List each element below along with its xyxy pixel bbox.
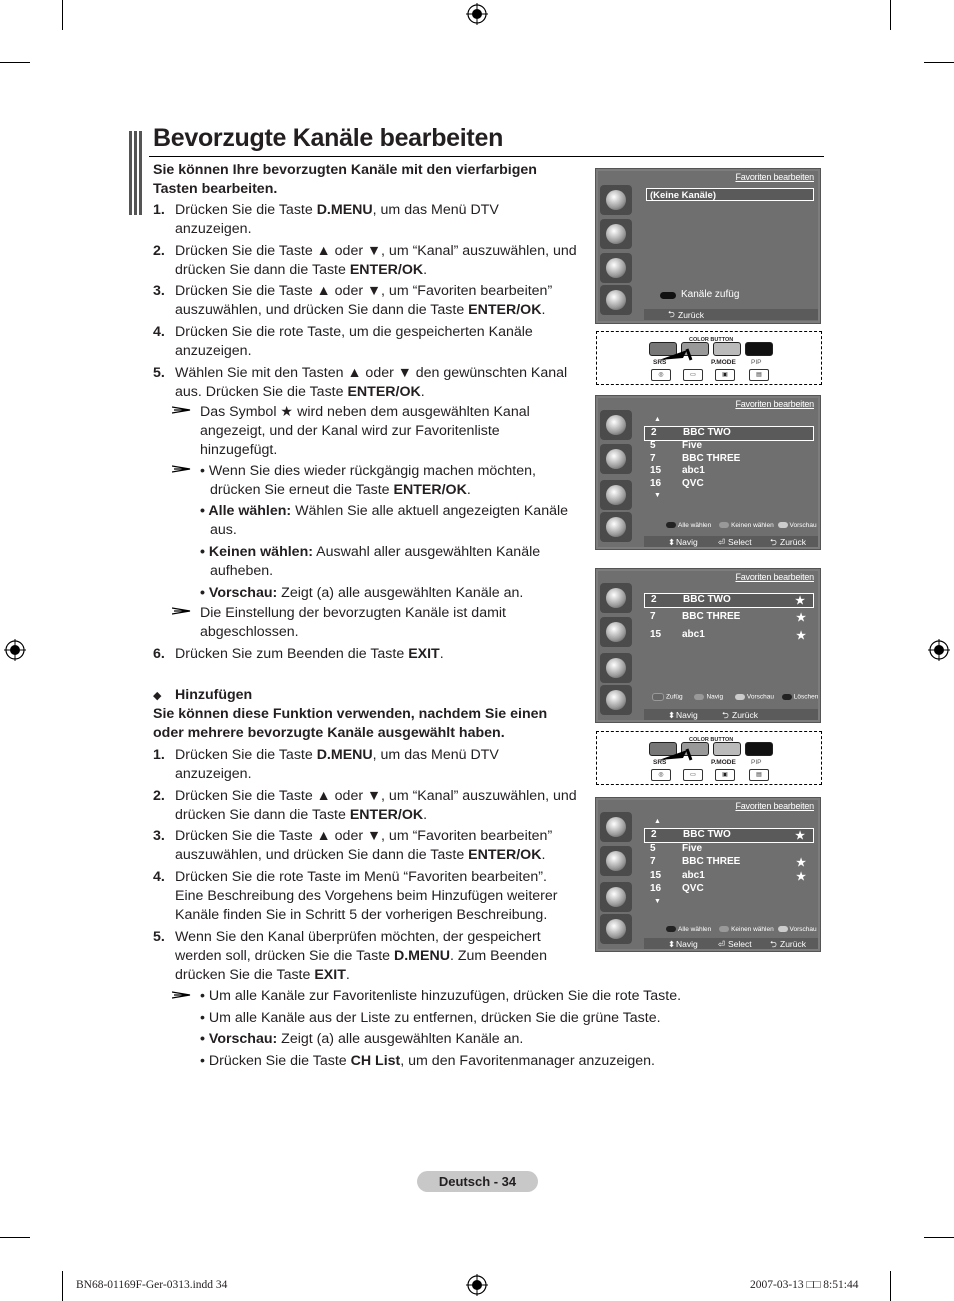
menu-sound-icon: [600, 846, 632, 876]
pmode-key[interactable]: ▣: [715, 369, 735, 381]
intro-text: Sie können Ihre bevorzugten Kanäle mit den vierfarbigen Tasten bearbeiten.: [153, 162, 537, 197]
screen-header: Favoriten bearbeiten: [735, 801, 814, 811]
registration-mark-icon: [4, 639, 26, 661]
menu-channel-icon: [600, 653, 632, 683]
blue-color-button[interactable]: [745, 742, 773, 756]
channel-row[interactable]: 2 BBC TWO ★: [644, 593, 814, 608]
menu-picture-icon: [600, 812, 632, 842]
section-intro: Sie können diese Funktion verwenden, nachdem Sie einen oder mehrere bevorzugte Kanäle ausgewählt haben.: [153, 706, 548, 741]
menu-picture-icon: [600, 410, 632, 440]
print-slug-left: BN68-01169F-Ger-0313.indd 34: [76, 1279, 228, 1291]
select-label: Select: [728, 939, 752, 949]
pmode-key[interactable]: ▣: [715, 769, 735, 781]
add-channels-label: Kanäle zufüg: [681, 289, 740, 300]
color-button-label: COLOR BUTTON: [689, 737, 734, 743]
star-icon: ★: [795, 595, 805, 607]
step-number: 6.: [153, 646, 165, 662]
step-number: 4.: [153, 324, 165, 340]
channel-row[interactable]: 5 Five: [650, 843, 703, 854]
screen-footer: [644, 709, 818, 720]
star-icon: ★: [795, 830, 805, 842]
return-icon: ⮌: [770, 939, 777, 949]
back-label: Zurück: [780, 537, 806, 547]
tv-screen-channel-list: [595, 395, 821, 550]
step-number: 2.: [153, 243, 165, 259]
bullet-keinen-waehlen: • Keinen wählen: Auswahl aller ausgewählten Kanäle aufheben.: [200, 544, 541, 579]
page-title: Bevorzugte Kanäle bearbeiten: [153, 124, 504, 152]
star-icon: ★: [796, 857, 806, 869]
menu-picture-icon: [600, 185, 632, 215]
pip-key[interactable]: ▤: [749, 369, 769, 381]
final-bullet: • Drücken Sie die Taste CH List, um den Favoritenmanager anzuzeigen.: [200, 1053, 656, 1069]
step-text: Drücken Sie die rote Taste im Menü “Favoriten bearbeiten”. Eine Beschreibung des Vorgehens beim Hinzufügen weiterer Kanäle finden Sie in Schritt 5 der vorherigen Beschreibung.: [175, 869, 558, 923]
yellow-color-button[interactable]: [713, 342, 741, 356]
navig-icon: ⬍: [668, 939, 676, 949]
crop-mark: [924, 62, 954, 63]
section-title: Hinzufügen: [175, 687, 253, 703]
back-label: Zurück: [732, 710, 758, 720]
red-button-indicator: [660, 292, 676, 299]
srs-key[interactable]: ◎: [651, 369, 671, 381]
channel-row[interactable]: 15 abc1: [650, 465, 705, 476]
channel-row[interactable]: 16 QVC: [650, 883, 704, 894]
screen-legend: Zufüg Navig Vorschau Löschen: [652, 693, 818, 701]
return-icon: ⮌: [722, 710, 729, 720]
title-decoration: [129, 131, 143, 215]
step-number: 3.: [153, 283, 165, 299]
navig-label: Navig: [676, 939, 698, 949]
star-icon: ★: [796, 612, 806, 624]
screen-footer: [644, 938, 818, 949]
back-label: Zurück: [678, 310, 704, 320]
pip-label: PIP: [751, 359, 762, 366]
channel-row[interactable]: 15 abc1 ★: [650, 629, 806, 642]
bullet-alle-waehlen: • Alle wählen: Wählen Sie alle aktuell angezeigten Kanäle aus.: [200, 503, 569, 538]
menu-setup-icon: [600, 685, 632, 715]
pmode-label: P.MODE: [711, 759, 736, 766]
screen-legend: Alle wählen Keinen wählen Vorschau: [666, 926, 817, 933]
crop-mark: [890, 0, 891, 30]
menu-sound-icon: [600, 617, 632, 647]
channel-row[interactable]: 2 BBC TWO ★: [644, 828, 814, 843]
menu-setup-icon: [600, 285, 632, 315]
back-label: Zurück: [780, 939, 806, 949]
step-number: 1.: [153, 202, 165, 218]
final-bullet: • Um alle Kanäle zur Favoritenliste hinzuzufügen, drücken Sie die rote Taste.: [200, 988, 682, 1004]
channel-row[interactable]: 7 BBC THREE ★: [650, 611, 806, 624]
step-text: Drücken Sie die Taste ▲ oder ▼, um “Kanal” auszuwählen, und drücken Sie dann die Taste ENTER/OK.: [175, 788, 577, 823]
return-icon: ⮌: [770, 537, 777, 547]
scroll-up-icon[interactable]: ▲: [654, 818, 661, 825]
screen-header: Favoriten bearbeiten: [735, 572, 814, 582]
crop-mark: [0, 62, 30, 63]
menu-picture-icon: [600, 583, 632, 613]
screen-legend: Alle wählen Keinen wählen Vorschau: [666, 522, 817, 529]
page-number-badge: Deutsch - 34: [417, 1171, 538, 1192]
tv-screen-empty: [595, 168, 821, 324]
note-arrow-icon: [172, 464, 192, 474]
star-icon: ★: [796, 630, 806, 642]
screen-footer: [644, 309, 818, 320]
menu-sound-icon: [600, 444, 632, 474]
remote-color-buttons: [596, 331, 822, 385]
step-text: Drücken Sie die Taste D.MENU, um das Menü DTV anzuzeigen.: [175, 747, 499, 782]
registration-mark-icon: [466, 3, 488, 25]
channel-row[interactable]: 16 QVC: [650, 478, 704, 489]
menu-channel-icon: [600, 253, 632, 283]
crop-mark: [924, 1237, 954, 1238]
step-text: Drücken Sie die rote Taste, um die gespeicherten Kanäle anzuzeigen.: [175, 324, 533, 359]
note-text: • Wenn Sie dies wieder rückgängig machen möchten, drücken Sie erneut die Taste ENTER/OK.: [200, 463, 536, 498]
registration-mark-icon: [928, 639, 950, 661]
channel-row[interactable]: 2 BBC TWO: [644, 426, 814, 441]
navig-label: Navig: [676, 537, 698, 547]
bullet-vorschau: • Vorschau: Zeigt (a) alle ausgewählten Kanäle an.: [200, 585, 524, 601]
menu-channel-icon: [600, 480, 632, 510]
menu-channel-icon: [600, 882, 632, 912]
channel-row[interactable]: 15 abc1 ★: [650, 870, 806, 883]
key-2[interactable]: ▭: [683, 369, 703, 381]
screen-footer: [644, 536, 818, 547]
scroll-down-icon[interactable]: ▼: [654, 898, 661, 905]
srs-label: SRS: [653, 359, 667, 366]
step-text: Drücken Sie zum Beenden die Taste EXIT.: [175, 646, 444, 662]
step-text: Wenn Sie den Kanal überprüfen möchten, der gespeichert werden soll, drücken Sie die Taste D.MENU. Zum Beenden drücken Sie die Taste EXIT.: [175, 929, 547, 983]
channel-row[interactable]: 7 BBC THREE: [650, 453, 741, 464]
diamond-bullet-icon: ◆: [153, 690, 162, 702]
blue-color-button[interactable]: [745, 342, 773, 356]
registration-mark-icon: [466, 1274, 488, 1296]
empty-list-label: (Keine Kanäle): [646, 188, 814, 201]
step-number: 1.: [153, 747, 165, 763]
navig-icon: ⬍: [668, 537, 676, 547]
step-number: 2.: [153, 788, 165, 804]
yellow-color-button[interactable]: [713, 742, 741, 756]
scroll-down-icon[interactable]: ▼: [654, 492, 661, 499]
crop-mark: [62, 0, 63, 30]
crop-mark: [62, 1271, 63, 1301]
step-number: 3.: [153, 828, 165, 844]
step-text: Drücken Sie die Taste D.MENU, um das Menü DTV anzuzeigen.: [175, 202, 499, 237]
step-number: 4.: [153, 869, 165, 885]
final-bullet: • Um alle Kanäle aus der Liste zu entfernen, drücken Sie die grüne Taste.: [200, 1010, 661, 1026]
step-text: Wählen Sie mit den Tasten ▲ oder ▼ den gewünschten Kanal aus. Drücken Sie die Taste ENTER/OK.: [175, 365, 568, 400]
menu-setup-icon: [600, 512, 632, 542]
star-icon: ★: [796, 871, 806, 883]
print-slug-right: 2007-03-13 □□ 8:51:44: [750, 1279, 859, 1291]
remote-color-buttons: [596, 731, 822, 785]
step-number: 5.: [153, 929, 165, 945]
navig-icon: ⬍: [668, 710, 676, 720]
screen-header: Favoriten bearbeiten: [735, 399, 814, 409]
step-text: Drücken Sie die Taste ▲ oder ▼, um “Favoriten bearbeiten” auszuwählen, und drücken Sie dann die Taste ENTER/OK.: [175, 828, 553, 863]
key-2[interactable]: ▭: [683, 769, 703, 781]
title-rule: [149, 156, 824, 157]
pmode-label: P.MODE: [711, 359, 736, 366]
scroll-up-icon[interactable]: ▲: [654, 416, 661, 423]
crop-mark: [890, 1271, 891, 1301]
pip-label: PIP: [751, 759, 762, 766]
navig-label: Navig: [676, 710, 698, 720]
tv-screen-favourites: [595, 568, 821, 723]
screen-header: Favoriten bearbeiten: [735, 172, 814, 182]
step-text: Drücken Sie die Taste ▲ oder ▼, um “Kanal” auszuwählen, und drücken Sie dann die Taste ENTER/OK.: [175, 243, 577, 278]
return-icon: ⮌: [668, 309, 675, 319]
enter-icon: ⏎: [718, 537, 726, 547]
pip-key[interactable]: ▤: [749, 769, 769, 781]
menu-setup-icon: [600, 914, 632, 944]
final-bullet: • Vorschau: Zeigt (a) alle ausgewählten Kanäle an.: [200, 1031, 524, 1047]
enter-icon: ⏎: [718, 939, 726, 949]
menu-sound-icon: [600, 219, 632, 249]
tv-screen-channel-list-starred: [595, 797, 821, 952]
srs-label: SRS: [653, 759, 667, 766]
srs-key[interactable]: ◎: [651, 769, 671, 781]
step-number: 5.: [153, 365, 165, 381]
note-text: Das Symbol ★ wird neben dem ausgewählten Kanal angezeigt, und der Kanal wird zur Favoritenliste hinzugefügt.: [200, 404, 530, 458]
step-text: Drücken Sie die Taste ▲ oder ▼, um “Favoriten bearbeiten” auszuwählen, und drücken Sie dann die Taste ENTER/OK.: [175, 283, 553, 318]
note-arrow-icon: [172, 405, 192, 415]
channel-row[interactable]: 7 BBC THREE ★: [650, 856, 806, 869]
color-button-label: COLOR BUTTON: [689, 337, 734, 343]
note-arrow-icon: [172, 606, 192, 616]
select-label: Select: [728, 537, 752, 547]
note-text: Die Einstellung der bevorzugten Kanäle ist damit abgeschlossen.: [200, 605, 506, 640]
channel-row[interactable]: 5 Five: [650, 440, 703, 451]
crop-mark: [0, 1237, 30, 1238]
note-arrow-icon: [172, 990, 192, 1000]
